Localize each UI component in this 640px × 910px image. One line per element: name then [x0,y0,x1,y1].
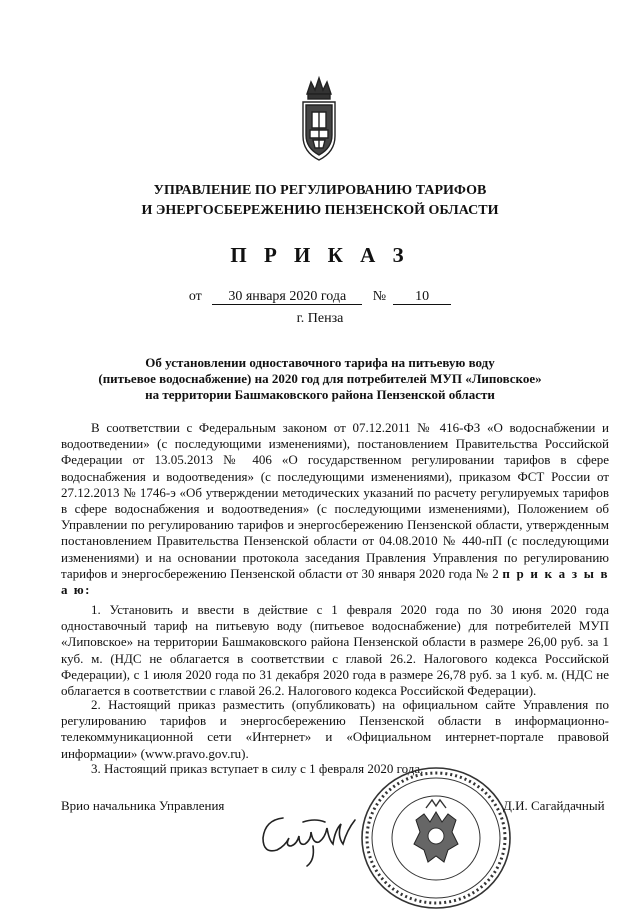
preamble-text: В соответствии с Федеральным законом от 07.12.2011 № 416-ФЗ «О водоснабжении и водоотведении» (с последующими изменениями), постановлением Правительства Российской Федерации от 13.05.2013 № 406 «О государственном регулировании тарифов в сфере водоснабжения и водоотведения» (с последующими изменениями), приказом ФСТ России от 27.12.2013 № 1746-э «Об утверждении методических указаний по расчету регулируемых тарифов в сфере водоснабжения и водоотведения» (с последующими изменениями), Положением об Управлении по регулированию тарифов и энергосбережению Пензенской области, утвержденным постановлением Правительства Пензенской области от 04.08.2010 № 440-пП (с последующими изменениями) и на основании протокола заседания Правления Управления по регулированию тарифов и энергосбережению Пензенской области от 30 января 2020 года [61,420,609,581]
date-number-line [0,289,640,305]
subject-line-3: на территории Башмаковского района Пензенской области [145,387,495,402]
signer-role: Врио начальника Управления [61,798,225,813]
protocol-number: № 2 [475,565,499,581]
department-line-1: УПРАВЛЕНИЕ ПО РЕГУЛИРОВАНИЮ ТАРИФОВ [153,183,487,198]
handwritten-signature-icon [255,800,365,870]
number-prefix: № [372,289,387,304]
department-line-2: И ЭНЕРГОСБЕРЕЖЕНИЮ ПЕНЗЕНСКОЙ ОБЛАСТИ [141,203,499,218]
date-value: 30 января 2020 года [212,289,362,305]
subject-line-2: (питьевое водоснабжение) на 2020 год для потребителей МУП «Липовское» [98,371,542,386]
date-prefix: от [188,289,202,304]
order-subject [0,355,640,403]
department-name [0,181,640,221]
subject-line-1: Об установлении одноставочного тарифа на питьевую воду [145,355,495,370]
official-seal-icon [354,760,514,910]
preamble-paragraph [61,420,609,598]
signer-name: Д.И. Сагайдачный [503,798,605,813]
order-item-1: 1. Установить и ввести в действие с 1 февраля 2020 года по 30 июня 2020 года одноставочный тариф на питьевую воду (питьевое водоснабжение) для потребителей МУП «Липовское» на территории Башмаковского района Пензенской области в размере 26,00 руб. за 1 куб. м. (НДС не облагается в соответствии с главой 26.2. Налогового кодекса Российской Федерации), с 1 июля 2020 года по 31 декабря 2020 года в размере 26,78 руб. за 1 куб. м. (НДС не облагается в соответствии с главой 26.2. Налогового кодекса Российской Федерации). [61,602,609,699]
coat-of-arms-icon [297,66,341,176]
city: г. Пенза [296,311,344,326]
order-item-2: 2. Настоящий приказ разместить (опубликовать) на официальном сайте Управления по регулированию тарифов и энергосбережению Пензенской области в информационно-телекоммуникационной сети «Интернет» и «Официальном интернет-портале правовой информации» (www.pravo.gov.ru). [61,697,609,761]
document-type-title: П Р И К А З [230,243,410,267]
command-word: п р и к а з ы в а ю: [61,565,610,598]
order-item-3: 3. Настоящий приказ вступает в силу с 1 февраля 2020 года. [91,761,424,776]
number-value: 10 [393,289,451,305]
